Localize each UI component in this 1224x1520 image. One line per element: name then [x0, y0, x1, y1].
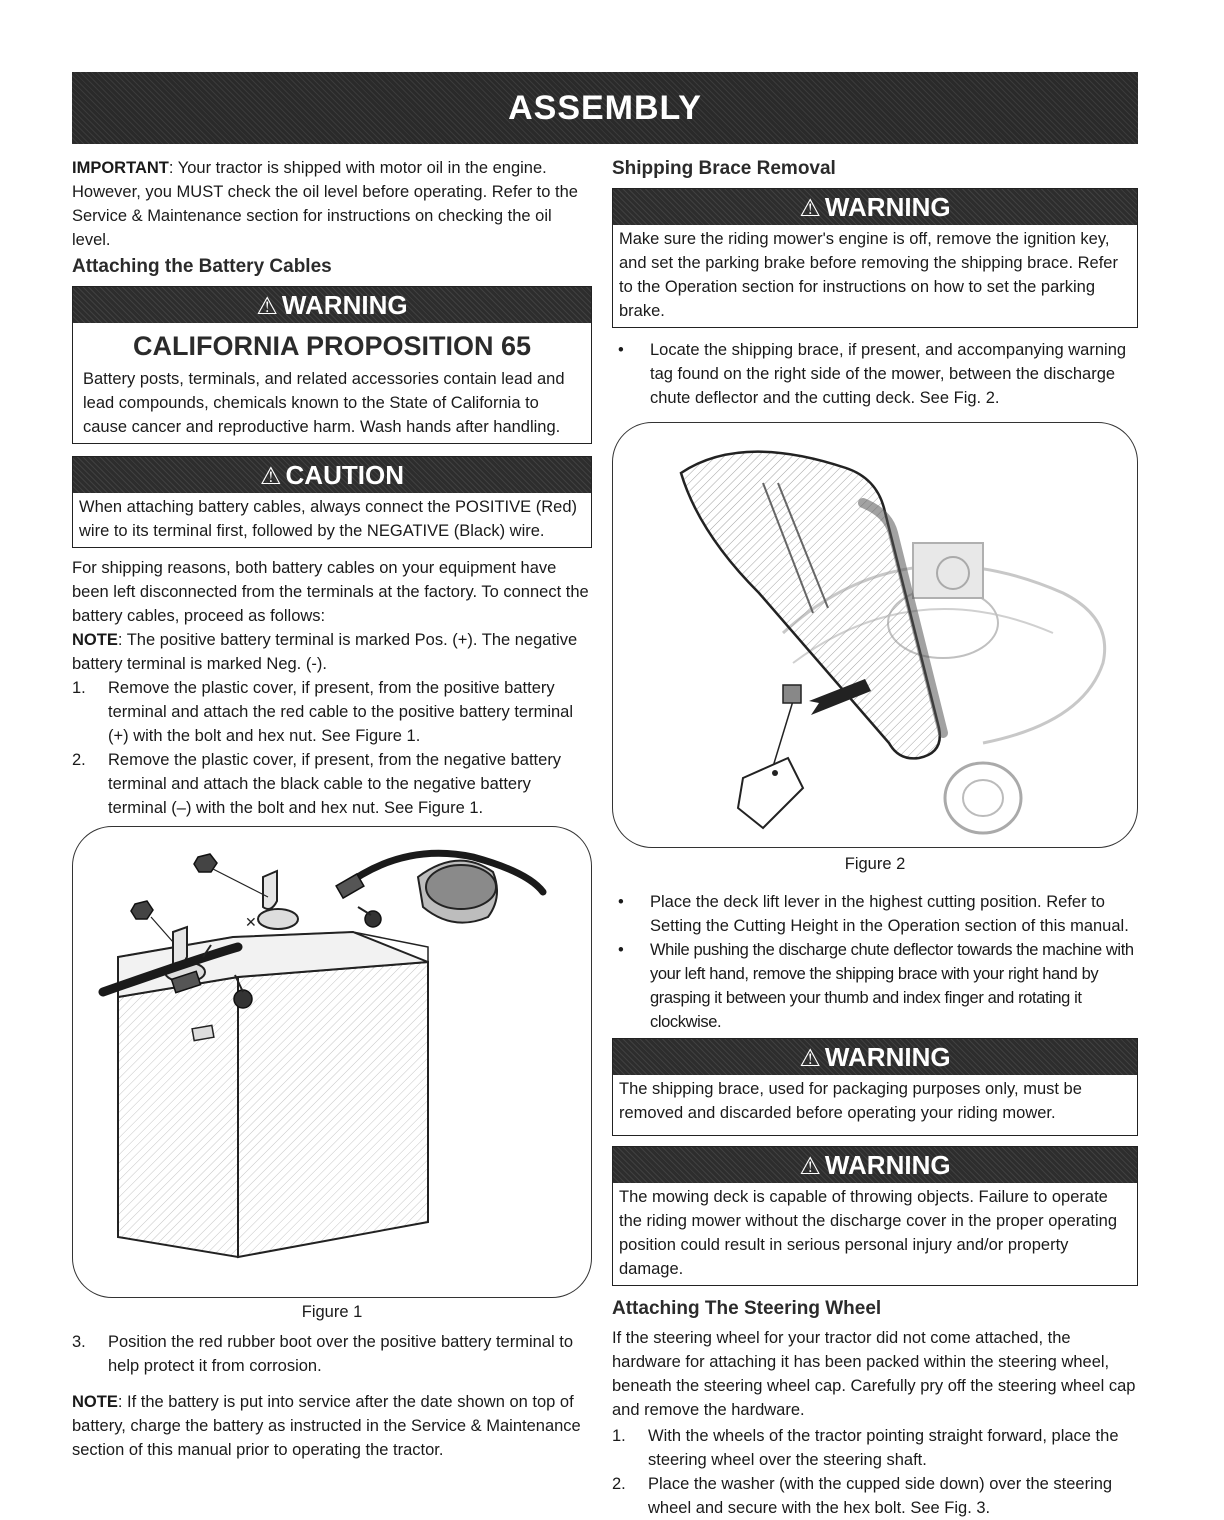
warning1-header [613, 189, 1137, 225]
prop65-text: Battery posts, terminals, and related accessories contain lead and lead compounds, chemicals known to the State of California to cause cancer and reproductive harm. Wash hands after handling. [83, 370, 565, 436]
bolt [234, 990, 252, 1008]
caution-triangle-icon: ⚠ [260, 463, 282, 490]
battery-heading: Attaching the Battery Cables [72, 256, 332, 277]
warning-prop65-box [72, 286, 592, 444]
warning1-title: WARNING [824, 192, 951, 222]
engine [913, 543, 983, 598]
battery-step3 [72, 1330, 592, 1378]
svg-text:✕: ✕ [245, 915, 257, 931]
warning-triangle-icon: ⚠ [799, 1153, 821, 1180]
note1-paragraph [72, 628, 592, 676]
list-item [72, 1330, 592, 1378]
list-item: • While pushing the discharge chute deflector towards the machine with your left hand, remove the shipping brace with your right hand by grasping it between your thumb and index finger and rotating it clockwise. [612, 938, 1138, 1034]
warning1-box [612, 188, 1138, 328]
step-text: Position the red rubber boot over the positive battery terminal to help protect it from corrosion. [108, 1333, 574, 1375]
warning-triangle-icon: ⚠ [256, 293, 278, 320]
note1-text: : The positive battery terminal is marked Pos. (+). The negative battery terminal is marked Neg. (-). [72, 631, 578, 673]
steering-heading: Attaching The Steering Wheel [612, 1298, 882, 1319]
step-number: 2. [72, 751, 86, 769]
step-number: 1. [72, 679, 86, 697]
caution-text: When attaching battery cables, always connect the POSITIVE (Red) wire to its terminal first, followed by the NEGATIVE (Black) wire. [79, 498, 577, 540]
list-item [72, 676, 592, 748]
warning1-text: Make sure the riding mower's engine is off, remove the ignition key, and set the parking brake before removing the shipping brace. Refer to the Operation section for instructions on how to set the parking brake. [619, 230, 1118, 320]
battery-left-face [118, 977, 238, 1257]
warning2-box [612, 1038, 1138, 1136]
figure2-caption: Figure 2 [844, 855, 906, 873]
warning-prop65-header [73, 287, 591, 323]
brace-bullet-list [612, 338, 1138, 410]
warning2-header [613, 1039, 1137, 1075]
battery-illustration [73, 827, 591, 1297]
warning2-text: The shipping brace, used for packaging purposes only, must be removed and discarded before operating your riding mower. [619, 1080, 1082, 1122]
warning-triangle-icon: ⚠ [799, 1045, 821, 1072]
step-text: With the wheels of the tractor pointing straight forward, place the steering wheel over the steering shaft. [648, 1427, 1119, 1469]
caution-box [72, 456, 592, 548]
shipping-paragraph: For shipping reasons, both battery cables on your equipment have been left disconnected from the terminals at the factory. To connect the battery cables, proceed as follows: [72, 559, 589, 625]
list-item: • Place the deck lift lever in the highest cutting position. Refer to Setting the Cutting Height in the Operation section of this manual. [612, 890, 1138, 938]
figure2-frame [612, 422, 1138, 848]
step-text: Remove the plastic cover, if present, from the negative battery terminal and attach the black cable to the negative battery terminal (–) with the bolt and hex nut. See Figure 1. [108, 751, 562, 817]
shipping-brace [783, 685, 801, 703]
caution-header [73, 457, 591, 493]
important-text: : Your tractor is shipped with motor oil in the engine. However, you MUST check the oil level before operating. Refer to the Service & Maintenance section for instructions on checking the oil level. [72, 159, 578, 249]
steering-steps [612, 1424, 1138, 1520]
list-item: • Locate the shipping brace, if present, and accompanying warning tag found on the right side of the mower, between the discharge chute deflector and the cutting deck. See Fig. 2. [612, 338, 1138, 410]
page-title: ASSEMBLY [508, 88, 702, 127]
left-column [72, 156, 592, 1462]
mower-illustration [613, 423, 1137, 847]
list-item [612, 1424, 1138, 1472]
positive-terminal [263, 871, 277, 909]
warning3-text: The mowing deck is capable of throwing objects. Failure to operate the riding mower without the discharge cover in the proper operating position could result in serious personal injury and/or property damage. [619, 1188, 1118, 1278]
note2-label: NOTE [72, 1393, 118, 1411]
figure1-frame [72, 826, 592, 1298]
brace-steps-list [612, 890, 1138, 1034]
list-item [612, 1472, 1138, 1520]
section-banner [72, 72, 1138, 144]
step-number: 3. [72, 1333, 86, 1351]
steering-paragraph: If the steering wheel for your tractor did not come attached, the hardware for attaching it has been packed within the steering wheel, beneath the steering wheel cap. Carefully pry off the steering wheel cap and remove the hardware. [612, 1329, 1136, 1419]
brace-heading: Shipping Brace Removal [612, 158, 836, 179]
important-label: IMPORTANT [72, 159, 169, 177]
note1-label: NOTE [72, 631, 118, 649]
note2-text: : If the battery is put into service after the date shown on top of battery, charge the battery as instructed in the Service & Maintenance section of this manual prior to operating the tractor. [72, 1393, 581, 1459]
important-paragraph [72, 156, 592, 252]
step-text: Remove the plastic cover, if present, from the positive battery terminal and attach the red cable to the positive battery terminal (+) with the bolt and hex nut. See Figure 1. [108, 679, 574, 745]
warning2-title: WARNING [824, 1042, 951, 1072]
warning-triangle-icon: ⚠ [799, 195, 821, 222]
list-item [72, 748, 592, 820]
note2-paragraph [72, 1390, 592, 1462]
battery-front-face [238, 962, 428, 1257]
warning-tag [738, 758, 803, 828]
warning-prop65-title: WARNING [281, 290, 408, 320]
right-column [612, 156, 1138, 1520]
step-text: Place the washer (with the cupped side down) over the steering wheel and secure with the hex bolt. See Fig. 3. [648, 1475, 1113, 1517]
prop65-subtitle: CALIFORNIA PROPOSITION 65 [132, 331, 532, 361]
warning3-header [613, 1147, 1137, 1183]
wheel [945, 763, 1021, 833]
caution-title: CAUTION [285, 460, 404, 490]
warning3-box [612, 1146, 1138, 1286]
figure1-caption: Figure 1 [301, 1303, 363, 1321]
warning3-title: WARNING [824, 1150, 951, 1180]
hex-nut [131, 901, 153, 919]
step-number: 1. [612, 1427, 626, 1445]
battery-steps [72, 676, 592, 820]
step-number: 2. [612, 1475, 626, 1493]
